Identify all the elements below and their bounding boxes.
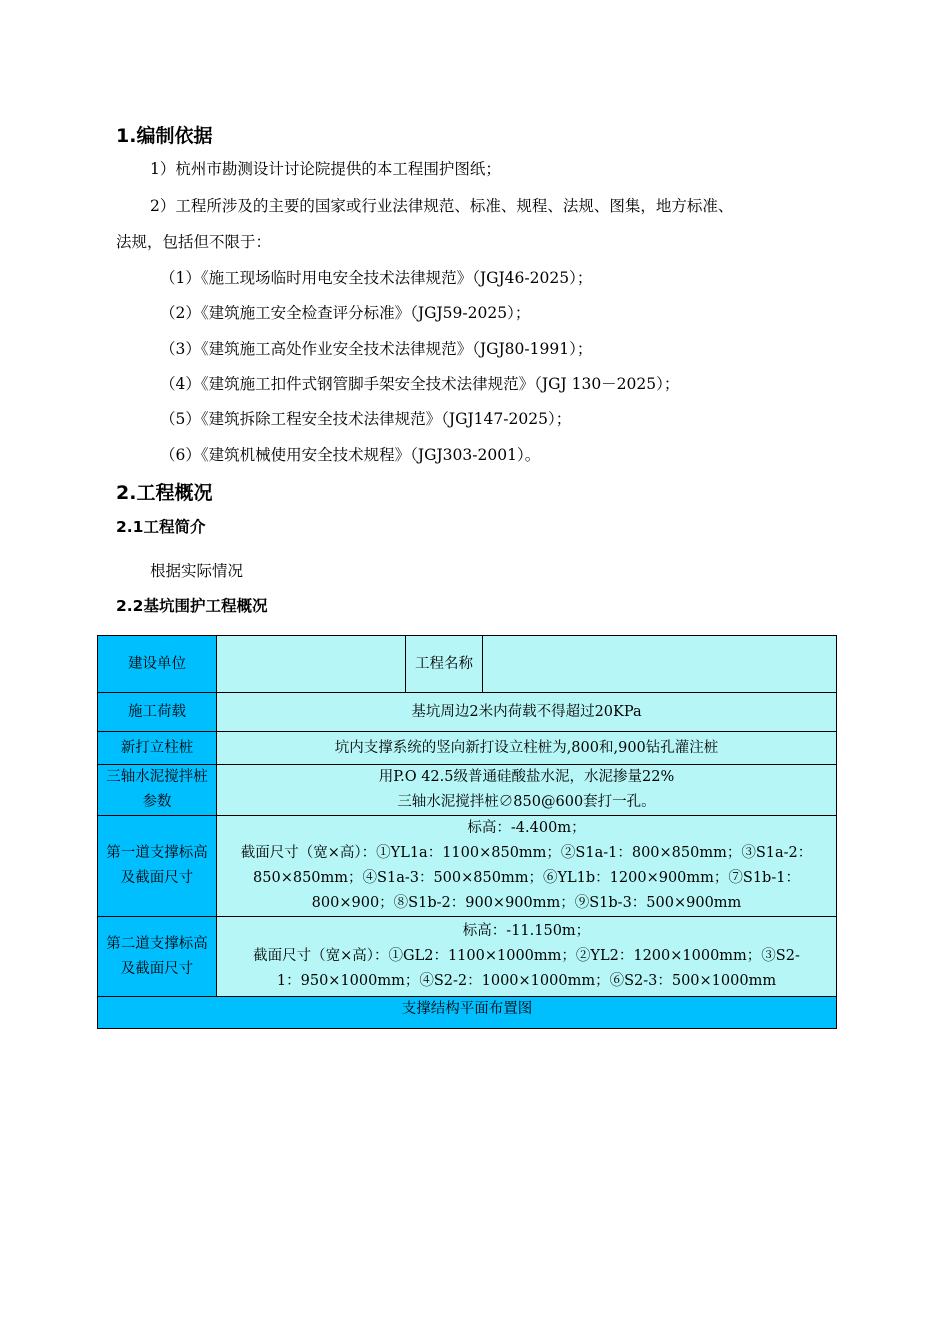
second-support-label: 第二道支撑标高及截面尺寸 xyxy=(98,917,217,997)
first-support-line: 850×850mm；④S1a-3：500×850mm；⑥YL1b：1200×900mm；⑦S1b-1： xyxy=(253,870,800,886)
first-support-label: 第一道支撑标高及截面尺寸 xyxy=(98,816,217,917)
section-2-title: 2.工程概况 xyxy=(116,482,213,504)
table-row xyxy=(98,693,837,732)
mixing-pile-line: 三轴水泥搅拌桩∅850@600套打一孔。 xyxy=(397,794,656,810)
table-row xyxy=(98,816,837,917)
standard-item: （1）《施工现场临时用电安全技术法律规范》（JGJ46-2025）； xyxy=(160,269,593,287)
table-row xyxy=(98,917,837,997)
second-support-line: 1：950×1000mm；④S2-2：1000×1000mm；⑥S2-3：500×1000mm xyxy=(276,973,777,989)
basis-item-2-line-2: 法规，包括但不限于： xyxy=(116,233,272,251)
standard-item: （3）《建筑施工高处作业安全技术法律规范》（JGJ80-1991）； xyxy=(160,340,593,358)
mixing-pile-value xyxy=(217,765,837,816)
subsection-2-1-text: 根据实际情况 xyxy=(150,562,244,580)
first-support-line: 800×900；⑧S1b-2：900×900mm；⑨S1b-3：500×900mm xyxy=(311,895,742,911)
standard-item: （2）《建筑施工安全检查评分标准》（JGJ59-2025）； xyxy=(160,304,531,322)
standard-item: （4）《建筑施工扣件式钢管脚手架安全技术法律规范》（JGJ 130－2025）； xyxy=(160,375,680,393)
basis-item-1: 1）杭州市勘测设计讨论院提供的本工程围护图纸； xyxy=(150,160,501,178)
construction-unit-label: 建设单位 xyxy=(98,636,217,693)
column-pile-label: 新打立柱桩 xyxy=(98,732,217,765)
construction-load-label: 施工荷载 xyxy=(98,693,217,732)
first-support-value xyxy=(217,816,837,917)
table-row xyxy=(98,765,837,816)
standard-item: （5）《建筑拆除工程安全技术法律规范》（JGJ147-2025）； xyxy=(160,410,572,428)
construction-load-value: 基坑周边2米内荷载不得超过20KPa xyxy=(217,693,837,732)
table-row xyxy=(98,732,837,765)
support-layout-plan-caption: 支撑结构平面布置图 xyxy=(98,997,837,1029)
project-name-value xyxy=(483,636,837,693)
second-support-value xyxy=(217,917,837,997)
table-row xyxy=(98,997,837,1029)
basis-item-2-line-1: 2）工程所涉及的主要的国家或行业法律规范、标准、规程、法规、图集，地方标准、 xyxy=(150,197,734,215)
second-support-line: 截面尺寸（宽×高）：①GL2：1100×1000mm；②YL2：1200×1000mm；③S2- xyxy=(253,948,800,964)
mixing-pile-label: 三轴水泥搅拌桩参数 xyxy=(98,765,217,816)
subsection-2-2-title: 2.2基坑围护工程概况 xyxy=(116,597,268,615)
column-pile-value: 坑内支撑系统的竖向新打设立柱桩为,800和,900钻孔灌注桩 xyxy=(217,732,837,765)
section-1-title: 1.编制依据 xyxy=(116,125,213,147)
project-overview-table xyxy=(97,635,837,1029)
standard-item: （6）《建筑机械使用安全技术规程》（JGJ303-2001）。 xyxy=(160,446,541,464)
first-support-line: 截面尺寸（宽×高）：①YL1a：1100×850mm；②S1a-1：800×850mm；③S1a-2： xyxy=(240,845,813,861)
construction-unit-value xyxy=(217,636,406,693)
second-support-line: 标高：-11.150m； xyxy=(462,923,591,939)
mixing-pile-line: 用P.O 42.5级普通硅酸盐水泥，水泥掺量22% xyxy=(378,769,675,785)
project-name-label: 工程名称 xyxy=(406,636,483,693)
table-row xyxy=(98,636,837,693)
first-support-line: 标高：-4.400m； xyxy=(467,820,586,836)
subsection-2-1-title: 2.1工程简介 xyxy=(116,518,206,536)
